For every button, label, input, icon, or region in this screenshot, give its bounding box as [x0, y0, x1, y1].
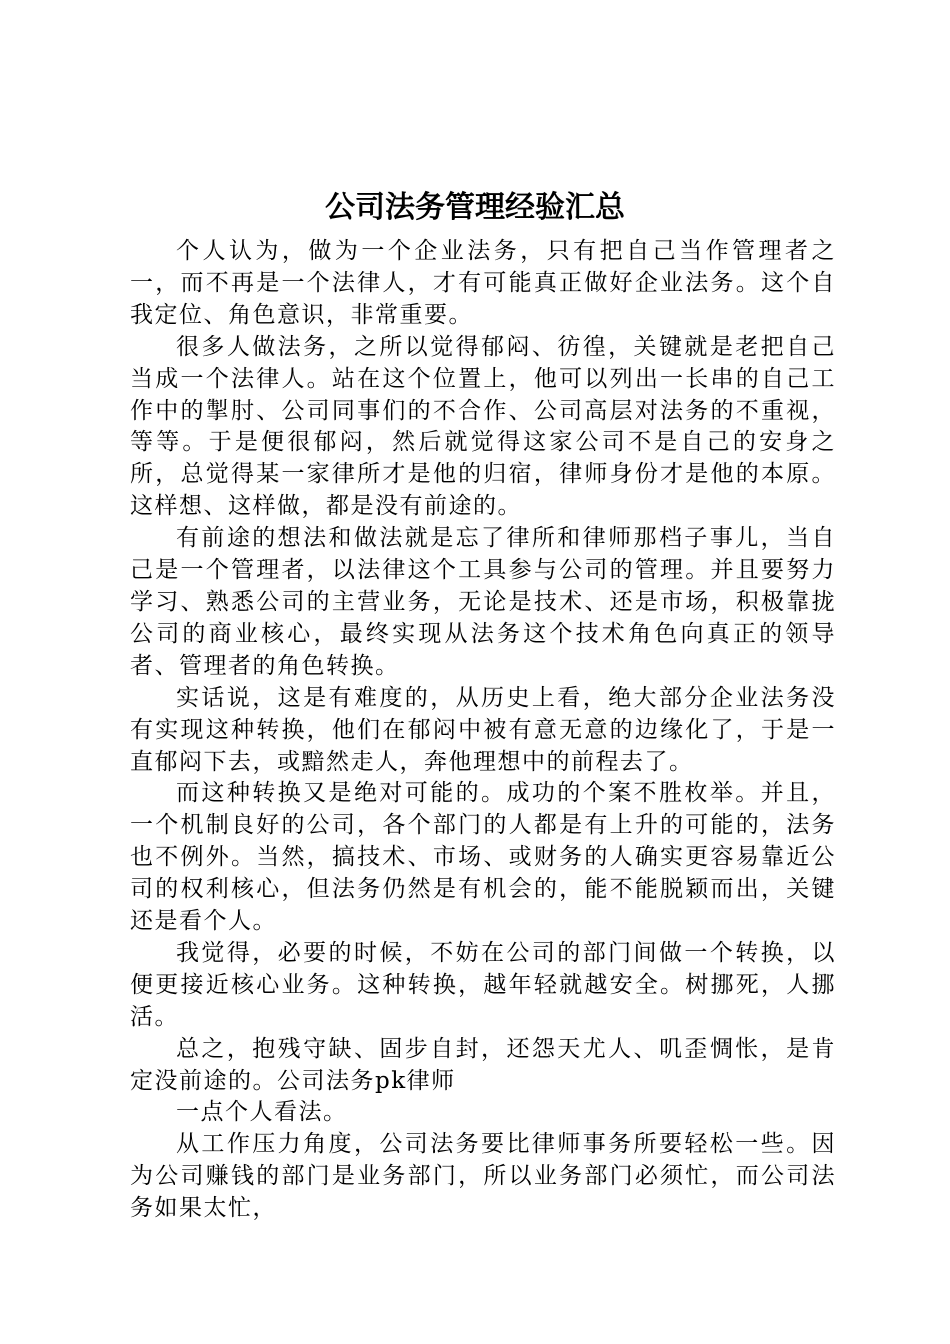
paragraph: 一点个人看法。	[176, 1099, 348, 1126]
paragraph: 很多人做法务，之所以觉得郁闷、彷徨，关键就是老把自己当成一个法律人。站在这个位置上，他可以列出一长串的自己工作中的掣肘、公司同事们的不合作、公司高层对法务的不重视，等等。于是便很郁闷，然后就觉得这家公司不是自己的安身之所，总觉得某一家律所才是他的归宿，律师身份才是他的本原。这样想、这样做，都是没有前途的。	[130, 333, 836, 520]
paragraph: 个人认为，做为一个企业法务，只有把自己当作管理者之一，而不再是一个法律人，才有可能真正做好企业法务。这个自我定位、角色意识，非常重要。	[130, 238, 836, 328]
document-body	[130, 236, 836, 1225]
paragraph: 我觉得，必要的时候，不妨在公司的部门间做一个转换，以便更接近核心业务。这种转换，越年轻就越安全。树挪死，人挪活。	[130, 939, 836, 1030]
document-title: 公司法务管理经验汇总	[325, 190, 625, 225]
paragraph: 有前途的想法和做法就是忘了律所和律师那档子事儿，当自己是一个管理者，以法律这个工具参与公司的管理。并且要努力学习、熟悉公司的主营业务，无论是技术、还是市场，积极靠拢公司的商业核心，最终实现从法务这个技术角色向真正的领导者、管理者的角色转换。	[130, 525, 836, 679]
paragraph: 总之，抱残守缺、固步自封，还怨天尤人、叽歪惆怅，是肯定没前途的。公司法务pk律师	[130, 1035, 836, 1094]
paragraph: 而这种转换又是绝对可能的。成功的个案不胜枚举。并且，一个机制良好的公司，各个部门的人都是有上升的可能的，法务也不例外。当然，搞技术、市场、或财务的人确实更容易靠近公司的权利核心，但法务仍然是有机会的，能不能脱颖而出，关键还是看个人。	[130, 780, 836, 935]
paragraph: 从工作压力角度，公司法务要比律师事务所要轻松一些。因为公司赚钱的部门是业务部门，所以业务部门必须忙，而公司法务如果太忙，	[130, 1131, 836, 1222]
paragraph: 实话说，这是有难度的，从历史上看，绝大部分企业法务没有实现这种转换，他们在郁闷中被有意无意的边缘化了，于是一直郁闷下去，或黯然走人，奔他理想中的前程去了。	[130, 684, 836, 775]
